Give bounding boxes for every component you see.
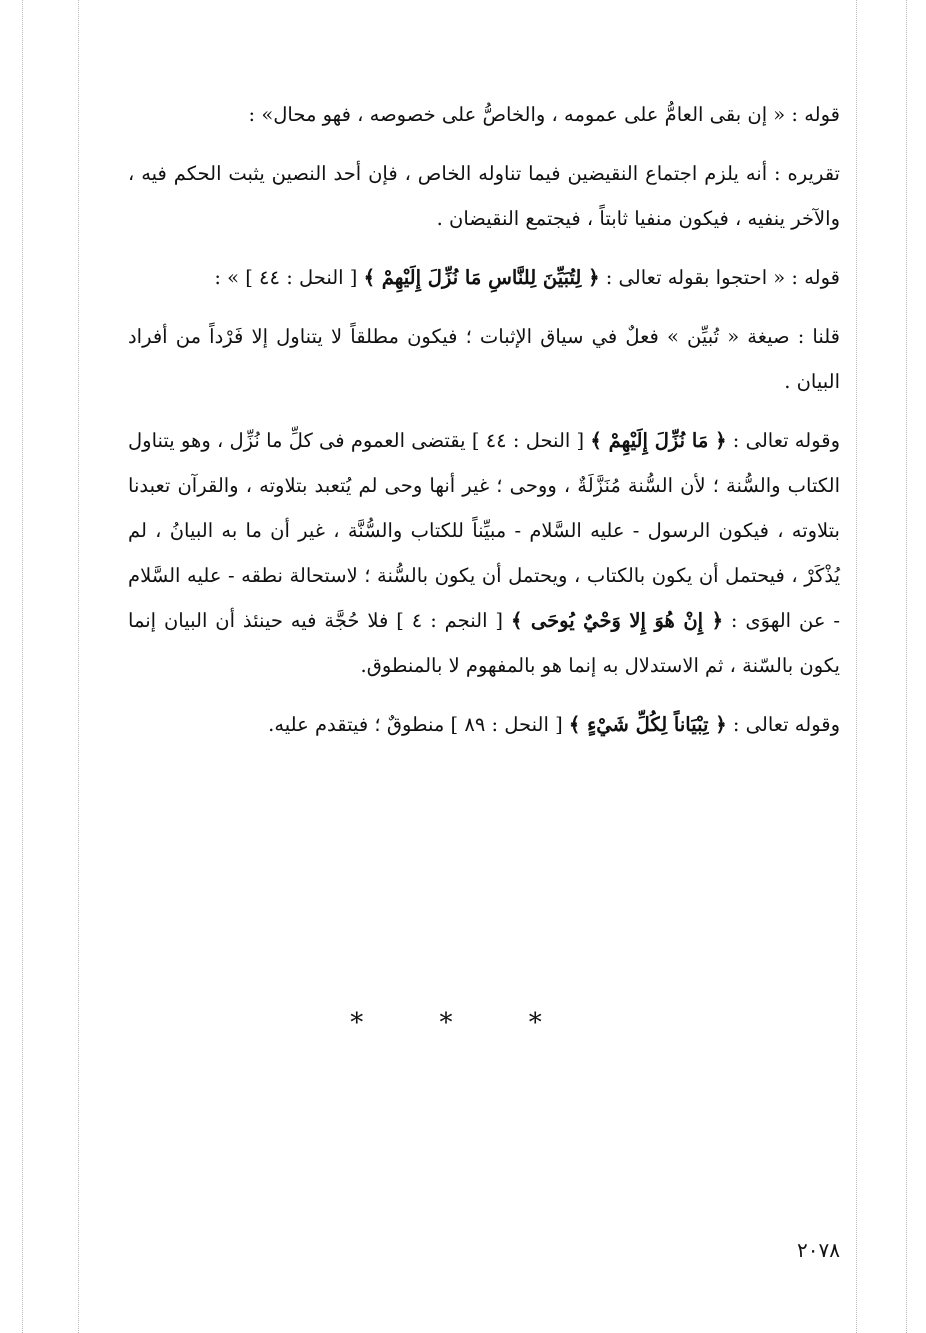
page-text-body bbox=[128, 92, 840, 761]
paragraph-response bbox=[128, 314, 840, 404]
paragraph-text: تقريره : أنه يلزم اجتماع النقيضين فيما تناوله الخاص ، فإن أحد النصين يثبت الحكم فيه ، والآخر ينفيه ، فيكون منفيا ثابتاً ، فيجتمع النقيضان . bbox=[128, 162, 840, 230]
paragraph-explanation bbox=[128, 151, 840, 241]
paragraph-generality-discussion bbox=[128, 418, 840, 688]
section-divider-ornament: * * * bbox=[350, 1008, 576, 1038]
paragraph-claim-general-specific bbox=[128, 92, 840, 137]
margin-guide-line bbox=[856, 0, 857, 1333]
paragraph-text: وقوله تعالى : bbox=[726, 429, 840, 452]
quran-verse: ﴿ لِتُبَيِّنَ لِلنَّاسِ مَا نُزِّلَ إِلَيْهِمْ ﴾ bbox=[363, 266, 600, 289]
quran-verse: ﴿ إِنْ هُوَ إِلا وَحْيٌ يُوحَى ﴾ bbox=[510, 609, 723, 632]
margin-guide-line bbox=[906, 0, 907, 1333]
paragraph-explicit-text bbox=[128, 702, 840, 747]
margin-guide-line bbox=[78, 0, 79, 1333]
paragraph-argument-quote bbox=[128, 255, 840, 300]
page-number: ٢٠٧٨ bbox=[797, 1238, 840, 1262]
paragraph-text: [ النجم : ٤ ] فلا حُجَّة فيه حينئذ أن البيان إنما يكون بالسّنة ، ثم الاستدلال به إنما هو بالمفهوم لا بالمنطوق. bbox=[128, 609, 840, 677]
paragraph-text: [ النحل : ٤٤ ] يقتضى العموم فى كلِّ ما نُزِّل ، وهو يتناول الكتاب والسُّنة ؛ لأن السُّنة مُنَزَّلَةٌ ، ووحى ؛ غير أنها وحى لم يُتعبد بتلاوته ، والقرآن تعبدنا بتلاوته ، فيكون الرسول - عليه السَّلام - مبيِّناً للكتاب والسُّنَّة ، غير أن ما به البيانُ ، لم يُذْكَرْ ، فيحتمل أن يكون بالكتاب ، ويحتمل أن يكون بالسُّنة ؛ لاستحالة نطقه - عليه السَّلام - عن الهوَى : bbox=[128, 429, 840, 632]
quran-verse: ﴿ تِبْيَاناً لِكُلِّ شَيْءٍ ﴾ bbox=[568, 713, 727, 736]
verse-reference: [ النحل : ٤٤ ] » : bbox=[214, 266, 364, 289]
paragraph-text: قوله : « احتجوا بقوله تعالى : bbox=[599, 266, 840, 289]
margin-guide-line bbox=[22, 0, 23, 1333]
quran-verse: ﴿ مَا نُزِّلَ إِلَيْهِمْ ﴾ bbox=[590, 429, 727, 452]
paragraph-text: [ النحل : ٨٩ ] منطوقٌ ؛ فيتقدم عليه. bbox=[268, 713, 569, 736]
paragraph-text: قلنا : صيغة « تُبيِّن » فعلٌ في سياق الإثبات ؛ فيكون مطلقاً لا يتناول إلا فَرْداً من أفراد البيان . bbox=[128, 325, 840, 393]
paragraph-text: وقوله تعالى : bbox=[726, 713, 840, 736]
paragraph-text: قوله : « إن بقى العامُّ على عمومه ، والخاصُّ على خصوصه ، فهو محال» : bbox=[248, 103, 840, 126]
